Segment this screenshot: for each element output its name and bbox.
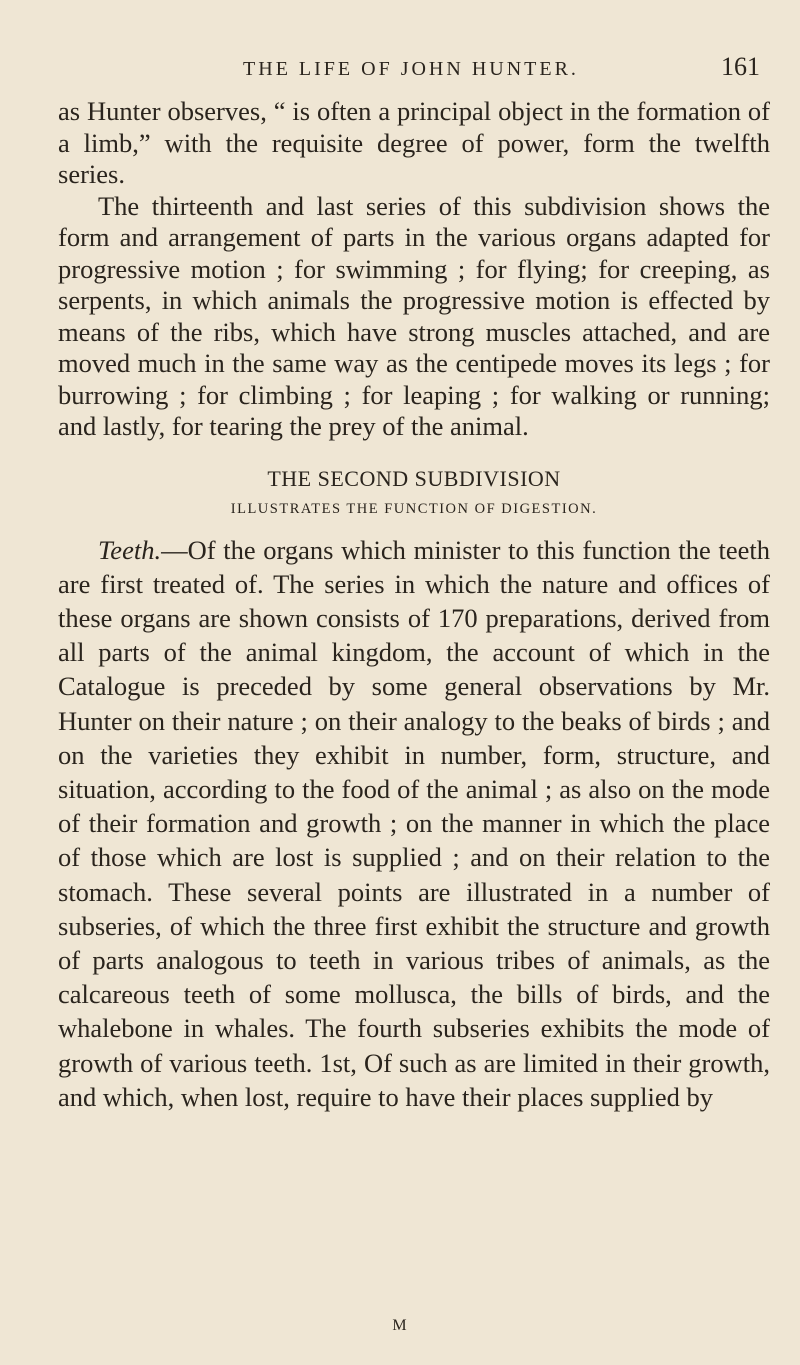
text-block (58, 96, 770, 1114)
running-head (62, 54, 760, 84)
signature-mark: M (392, 1317, 408, 1334)
paragraph-locomotion: The thirteenth and last series of this subdivision shows the form and arrangement of parts in the various organs adapted for progressive motion ; for swimming ; for flying; for creeping, as serpents, in which animals the progressive motion is effected by means of the ribs, which have strong muscles attached, and are moved much in the same way as the centipede moves its legs ; for burrowing ; for climbing ; for leaping ; for walking or running; and lastly, for tearing the prey of the animal. (58, 190, 770, 441)
run-in-heading: Teeth. (98, 534, 162, 565)
running-title: THE LIFE OF JOHN HUNTER. (243, 58, 579, 80)
page-number: 161 (721, 52, 760, 81)
paragraph-continued: as Hunter observes, “ is often a principal object in the formation of a limb,” with the requisite degree of power, form the twelfth series. (58, 96, 770, 189)
paragraph-teeth-text: —Of the organs which minister to this function the teeth are first treated of. The series in which the nature and offices of these organs are shown consists of 170 preparations, derived from all parts of the animal kingdom, the account of which in the Catalogue is preceded by some general observations by Mr. Hunter on their nature ; on their analogy to the beaks of birds ; and on the varieties they exhibit in number, form, structure, and situation, according to the food of the animal ; as also on the mode of their formation and growth ; on the manner in which the place of those which are lost is supplied ; and on their relation to the stomach. These several points are illustrated in a number of subseries, of which the three first exhibit the structure and growth of parts analogous to teeth in various tribes of animals, as the calcareous teeth of some mollusca, the bills of birds, and the whalebone in whales. The fourth subseries exhibits the mode of growth of various teeth. 1st, Of such as are limited in their growth, and which, when lost, require to have their places supplied by (58, 534, 770, 1112)
section-heading: THE SECOND SUBDIVISION (267, 465, 561, 491)
paragraph-teeth (58, 533, 770, 1114)
section-subheading: ILLUSTRATES THE FUNCTION OF DIGESTION. (230, 500, 598, 517)
